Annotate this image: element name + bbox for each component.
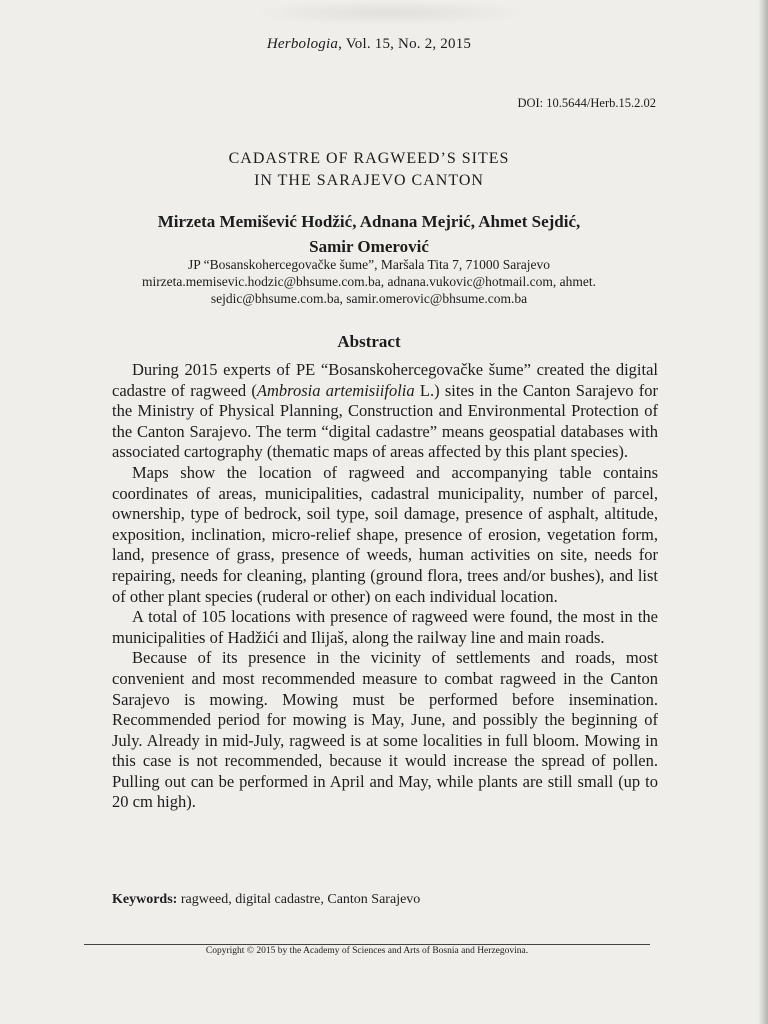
author-list (0, 209, 738, 259)
doi: DOI: 10.5644/Herb.15.2.02 (517, 96, 656, 110)
authors-line-2: Samir Omerović (309, 237, 429, 256)
abstract-paragraph-3: A total of 105 locations with presence of ragweed were found, the most in the municipalities of Hadžići and Ilijaš, along the railway line and main roads. (112, 607, 658, 647)
affiliation-line-3: sejdic@bhsume.com.ba, samir.omerovic@bhsume.com.ba (210, 291, 528, 306)
copyright-notice: Copyright © 2015 by the Academy of Sciences and Arts of Bosnia and Herzegovina. (205, 946, 529, 956)
abstract-paragraph-4: Because of its presence in the vicinity of settlements and roads, most convenient and most recommended measure to combat ragweed in the Canton Sarajevo is mowing. Mowing must be performed before insemination. Recommended period for mowing is May, June, and possibly the beginning of July. Already in mid-July, ragweed is at some localities in full bloom. Mowing in this case is not recommended, because it would increase the spread of pollen. Pulling out can be performed in April and May, while plants are still small (up to 20 cm high). (112, 648, 658, 812)
abstract-heading: Abstract (337, 332, 401, 351)
scan-edge-shadow (758, 0, 768, 1024)
authors-line-1: Mirzeta Memišević Hodžić, Adnana Mejrić, Ahmet Sejdić, (157, 212, 581, 231)
title-line-2: IN THE SARAJEVO CANTON (254, 172, 484, 189)
scan-bleed-through (250, 0, 530, 26)
species-name: Ambrosia artemisiifolia (256, 380, 415, 400)
keywords (112, 892, 658, 908)
paper-title (0, 148, 738, 192)
keywords-value: ragweed, digital cadastre, Canton Sarajevo (177, 892, 421, 907)
journal-issue: , Vol. 15, No. 2, 2015 (338, 36, 472, 52)
affiliation-line-1: JP “Bosanskohercegovačke šume”, Maršala Tita 7, 71000 Sarajevo (187, 257, 551, 272)
running-head (0, 36, 738, 53)
title-line-1: CADASTRE OF RAGWEED’S SITES (228, 150, 510, 167)
keywords-label: Keywords: (112, 892, 178, 907)
affiliation (0, 256, 738, 307)
affiliation-line-2: mirzeta.memisevic.hodzic@bhsume.com.ba, adnana.vukovic@hotmail.com, ahmet. (141, 274, 597, 289)
abstract-body (112, 360, 658, 813)
abstract-paragraph-2: Maps show the location of ragweed and accompanying table contains coordinates of areas, municipalities, cadastral municipality, number of parcel, ownership, type of bedrock, soil type, soil damage, presence of asphalt, altitude, exposition, inclination, micro-relief shape, presence of erosion, vegetation form, land, presence of grass, presence of weeds, human activities on site, needs for repairing, needs for cleaning, planting (ground flora, trees and/or bushes), and list of other plant species (ruderal or other) on each individual location. (112, 462, 658, 606)
abstract-paragraph-1: During 2015 experts of PE “Bosanskohercegovačke šume” created the digital cadastre of ragweed (Ambrosia artemisiifolia L.) sites in the Canton Sarajevo for the Ministry of Physical Planning, Construction and Environmental Protection of the Canton Sarajevo. The term “digital cadastre” means geospatial databases with associated cartography (thematic maps of areas affected by this plant species). (112, 360, 659, 462)
journal-name: Herbologia (266, 36, 339, 52)
footer-divider (84, 944, 650, 945)
